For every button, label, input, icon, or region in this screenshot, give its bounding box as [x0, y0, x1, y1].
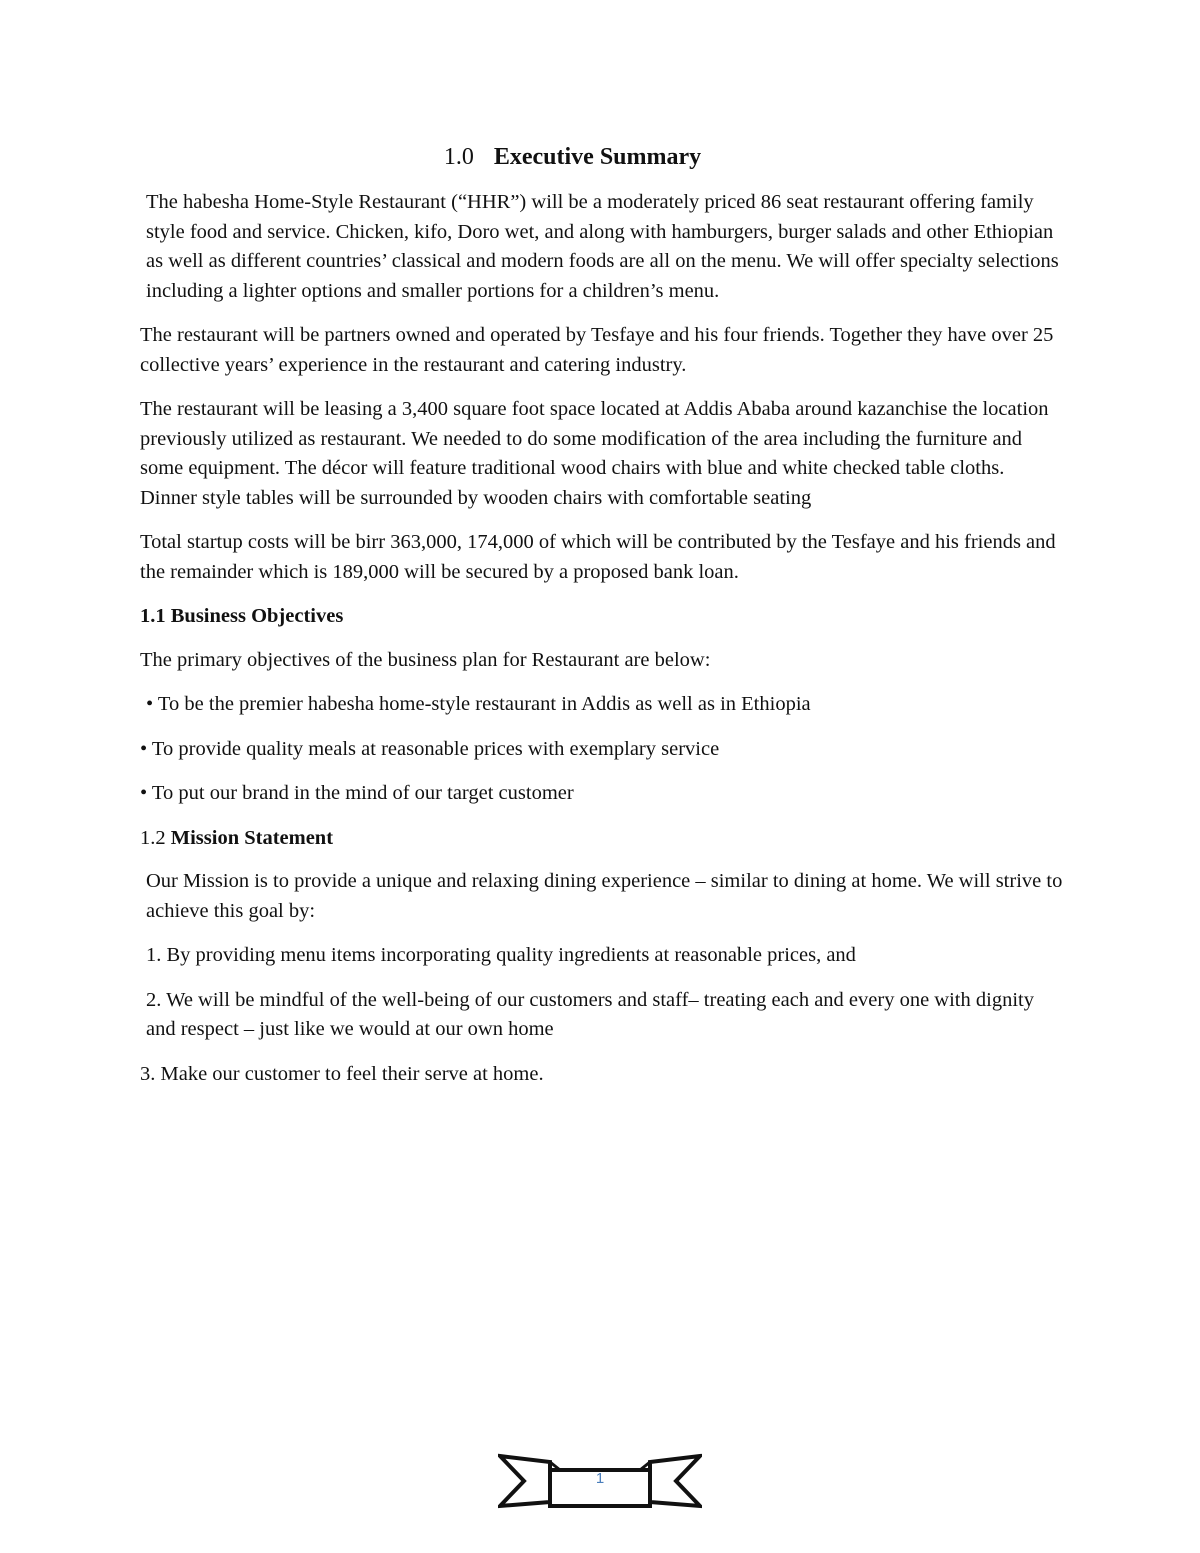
- section-title: Executive Summary: [493, 144, 702, 170]
- objectives-intro: The primary objectives of the business plan for Restaurant are below:: [140, 648, 711, 671]
- business-objectives-heading: 1.1 Business Objectives: [140, 605, 344, 627]
- mission-item-3: 3. Make our customer to feel their serve at home.: [140, 1062, 544, 1085]
- summary-paragraph-2: The restaurant will be partners owned and operated by Tesfaye and his four friends. Together they have over 25 collective years’ experience in the restaurant and catering industry.: [140, 324, 1054, 376]
- page-content: [140, 140, 1065, 1104]
- mission-heading-title: Mission Statement: [170, 826, 334, 849]
- objective-bullet-2: • To provide quality meals at reasonable prices with exemplary service: [140, 737, 720, 760]
- objective-bullet-3: • To put our brand in the mind of our target customer: [140, 782, 574, 804]
- summary-paragraph-4: Total startup costs will be birr 363,000, 174,000 of which will be contributed by the Tesfaye and his friends and the remainder which is 189,000 will be secured by a proposed bank loan.: [140, 531, 1056, 583]
- summary-paragraph-1: The habesha Home-Style Restaurant (“HHR”) will be a moderately priced 86 seat restaurant offering family style food and service. Chicken, kifo, Doro wet, and along with hamburgers, burger salads and other Ethiopian as well as different countries’ classical and modern foods are all on the menu. We will offer specialty selections including a lighter options and smaller portions for a children’s menu.: [146, 191, 1059, 302]
- section-heading-executive-summary: [140, 140, 1065, 174]
- mission-item-2: 2. We will be mindful of the well-being of our customers and staff– treating each and every one with dignity and respect – just like we would at our own home: [146, 988, 1034, 1040]
- section-number: 1.0: [443, 144, 474, 170]
- page-number: 1: [595, 1470, 605, 1487]
- mission-statement-heading: [140, 824, 1065, 854]
- mission-heading-number: 1.2: [140, 826, 166, 849]
- mission-item-1: 1. By providing menu items incorporating quality ingredients at reasonable prices, and: [146, 944, 856, 966]
- summary-paragraph-3: The restaurant will be leasing a 3,400 square foot space located at Addis Ababa around kazanchise the location previously utilized as restaurant. We needed to do some modification of the area including the furniture and some equipment. The décor will feature traditional wood chairs with blue and white checked table cloths. Dinner style tables will be surrounded by wooden chairs with comfortable seating: [140, 398, 1049, 509]
- objective-bullet-1: • To be the premier habesha home-style restaurant in Addis as well as in Ethiopia: [146, 693, 811, 715]
- mission-intro: Our Mission is to provide a unique and relaxing dining experience – similar to dining at home. We will strive to achieve this goal by:: [146, 870, 1063, 922]
